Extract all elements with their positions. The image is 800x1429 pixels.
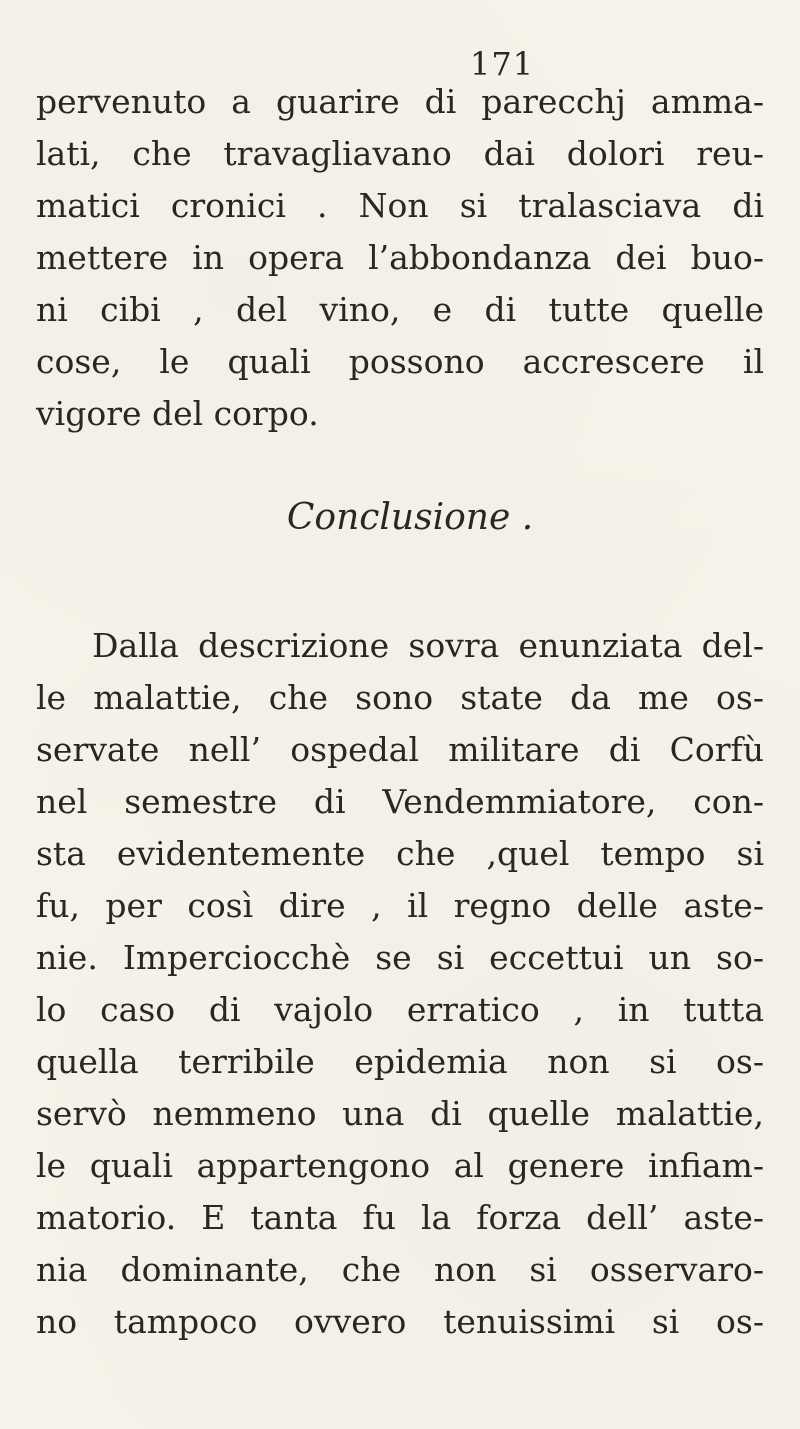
paragraph-2 [36,620,764,1348]
text-line: fu, per così dire , il regno delle aste- [36,886,764,925]
text-line: le malattie, che sono state da me os- [36,678,764,717]
text-line: matici cronici . Non si tralasciava di [36,186,764,225]
text-line: no tampoco ovvero tenuissimi si os- [36,1302,764,1341]
text-line: lo caso di vajolo erratico , in tutta [36,990,764,1029]
text-line: quella terribile epidemia non si os- [36,1042,764,1081]
text-line: nel semestre di Vendemmiatore, con- [36,782,764,821]
text-line: lati, che travagliavano dai dolori reu- [36,134,764,173]
text-line: Dalla descrizione sovra enunziata del- [92,626,764,665]
text-line: cose, le quali possono accrescere il [36,342,764,381]
text-line: matorio. E tanta fu la forza dell’ aste- [36,1198,764,1237]
paragraph-1 [36,76,764,440]
page-number: 171 [470,45,535,83]
text-line: mettere in opera l’abbondanza dei buo- [36,238,764,277]
text-line: le quali appartengono al genere infiam- [36,1146,764,1185]
text-line: pervenuto a guarire di parecchj amma- [36,82,764,121]
text-line: nia dominante, che non si osservaro- [36,1250,764,1289]
text-line: vigore del corpo. [36,394,319,433]
section-heading: Conclusione . [286,497,534,538]
text-line: servate nell’ ospedal militare di Corfù [36,730,764,769]
text-line: servò nemmeno una di quelle malattie, [36,1094,764,1133]
text-line: sta evidentemente che ,quel tempo si [36,834,764,873]
text-line: nie. Imperciocchè se si eccettui un so- [36,938,764,977]
text-line: ni cibi , del vino, e di tutte quelle [36,290,764,329]
